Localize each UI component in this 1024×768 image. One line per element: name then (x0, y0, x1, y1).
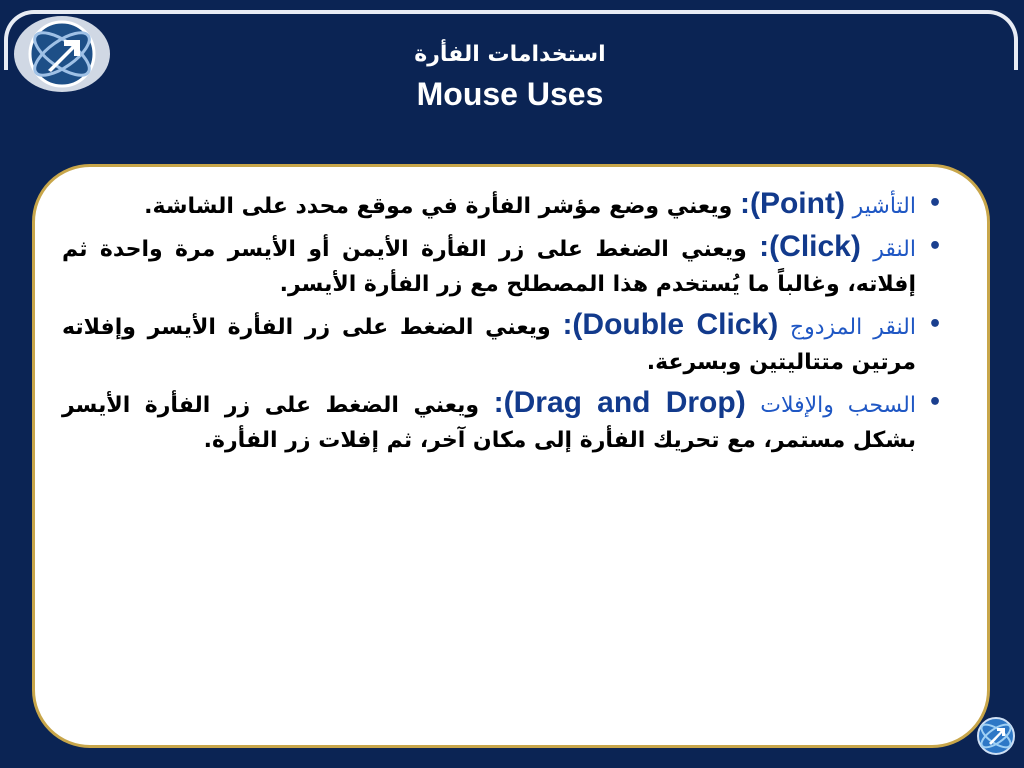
bullet-list (62, 186, 942, 463)
bullet-dot-icon: • (927, 234, 942, 259)
bullet-double-click (62, 307, 942, 380)
bullet-english-term: (Point): (739, 187, 845, 220)
bullet-term: النقر (873, 237, 916, 262)
bullet-english-term: (Drag and Drop): (493, 386, 746, 419)
title-arabic: استخدامات الفأرة (414, 42, 606, 67)
bullet-dot-icon: • (927, 312, 942, 337)
bullet-click (62, 229, 942, 302)
bullet-term: التأشير (852, 194, 916, 219)
globe-nav-icon[interactable] (976, 716, 1016, 756)
title-english: Mouse Uses (416, 76, 604, 112)
bullet-text: ويعني الضغط على زر الفأرة الأيسر وإفلاته مرتين متتاليتين وبسرعة. (62, 315, 916, 375)
bullet-text: ويعني الضغط على زر الفأرة الأيمن أو الأيسر مرة واحدة ثم إفلاته، وغالباً ما يُستخدم هذا المصطلح مع زر الفأرة الأيسر. (62, 237, 916, 297)
bullet-term: السحب والإفلات (760, 393, 916, 418)
bullet-dot-icon: • (927, 390, 942, 415)
slide-title (300, 40, 720, 114)
bullet-english-term: (Double Click): (562, 308, 779, 341)
bullet-text: ويعني الضغط على زر الفأرة الأيسر بشكل مستمر، مع تحريك الفأرة إلى مكان آخر، ثم إفلات زر الفأرة. (62, 393, 916, 453)
bullet-dot-icon: • (927, 191, 942, 216)
bullet-drag-drop (62, 385, 942, 458)
bullet-english-term: (Click): (759, 230, 861, 263)
bullet-point (62, 186, 942, 224)
bullet-text: ويعني وضع مؤشر الفأرة في موقع محدد على الشاشة. (144, 194, 733, 219)
globe-arrow-icon (10, 12, 114, 96)
bullet-term: النقر المزدوج (789, 315, 916, 340)
